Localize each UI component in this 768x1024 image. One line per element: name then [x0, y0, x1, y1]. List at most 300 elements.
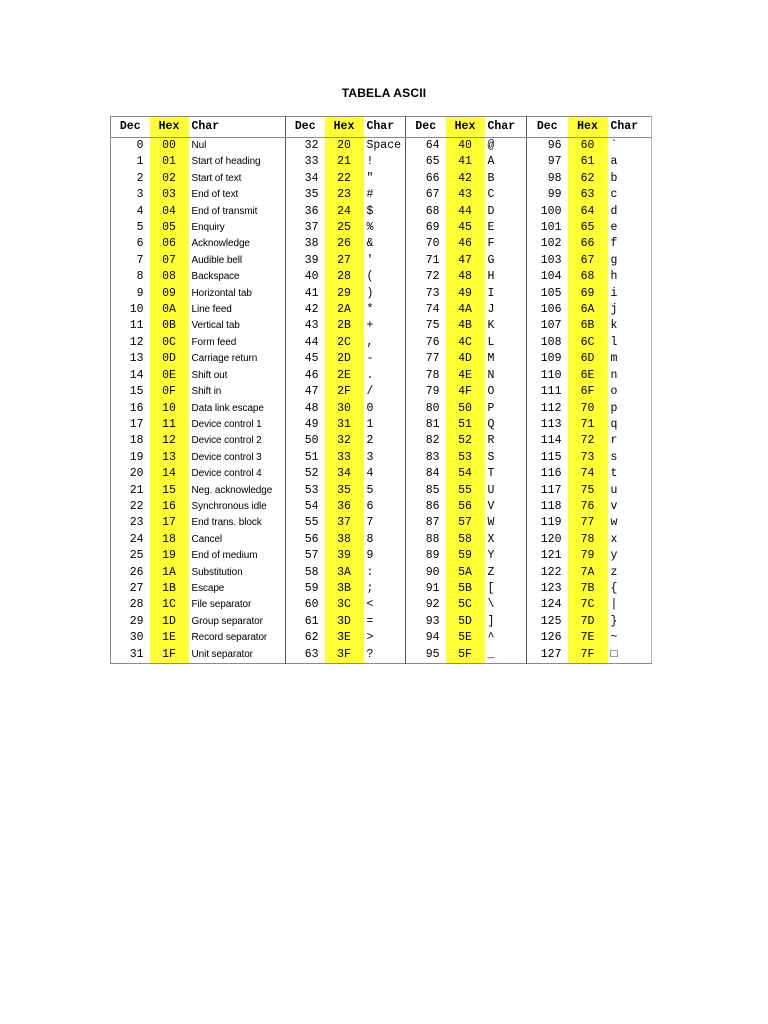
cell-char: L [485, 335, 527, 351]
cell-hex: 0C [150, 335, 189, 351]
cell-dec: 4 [136, 204, 144, 218]
cell-char: ; [364, 581, 406, 597]
cell-dec: 112 [540, 401, 562, 415]
cell-hex: 60 [568, 138, 608, 155]
cell-char: b [610, 171, 618, 185]
cell-dec: 50 [304, 434, 319, 448]
cell-hex: 6B [568, 318, 608, 334]
cell-char: 3 [364, 450, 406, 466]
cell-char: Group separator [189, 614, 286, 630]
cell-char: X [485, 532, 527, 548]
cell-hex: 21 [325, 154, 364, 170]
cell-hex: 57 [446, 515, 485, 531]
cell-char: / [364, 384, 406, 400]
cell-hex: 45 [446, 220, 485, 236]
cell-hex: 64 [568, 204, 608, 220]
table-row [111, 351, 652, 367]
cell-dec: 2 [136, 171, 144, 185]
cell-hex: 5F [446, 647, 485, 664]
cell-hex: 5D [446, 614, 485, 630]
col-header-hex: Hex [150, 117, 189, 138]
cell-char: _ [485, 647, 527, 664]
cell-char: c [610, 188, 618, 202]
cell-dec: 127 [540, 647, 562, 661]
cell-dec: 118 [540, 499, 562, 513]
cell-char: e [610, 221, 618, 235]
cell-dec: 62 [304, 631, 319, 645]
cell-hex: 0A [150, 302, 189, 318]
cell-dec: 31 [129, 647, 144, 661]
cell-dec: 29 [129, 614, 144, 628]
table-row [111, 401, 652, 417]
cell-hex: 49 [446, 286, 485, 302]
cell-char: a [610, 155, 618, 169]
cell-char: Device control 2 [189, 433, 286, 449]
cell-char: Carriage return [189, 351, 286, 367]
cell-dec: 32 [304, 139, 319, 152]
cell-dec: 1 [136, 155, 144, 169]
cell-char: J [485, 302, 527, 318]
cell-char: \ [485, 597, 527, 613]
cell-dec: 36 [304, 204, 319, 218]
cell-char: End of text [189, 187, 286, 203]
cell-dec: 87 [425, 516, 440, 530]
cell-dec: 111 [540, 385, 562, 399]
cell-hex: 0B [150, 318, 189, 334]
cell-char: q [610, 417, 618, 431]
cell-hex: 3B [325, 581, 364, 597]
cell-hex: 3E [325, 630, 364, 646]
cell-dec: 3 [136, 188, 144, 202]
cell-dec: 124 [540, 598, 562, 612]
cell-char: Y [485, 548, 527, 564]
cell-hex: 44 [446, 204, 485, 220]
cell-dec: 5 [136, 221, 144, 235]
cell-char: @ [485, 138, 527, 155]
cell-char: t [610, 467, 618, 481]
cell-hex: 77 [568, 515, 608, 531]
table-body [111, 138, 652, 664]
cell-char: S [485, 450, 527, 466]
cell-hex: 30 [325, 401, 364, 417]
cell-hex: 6E [568, 368, 608, 384]
cell-dec: 65 [425, 155, 440, 169]
cell-hex: 55 [446, 483, 485, 499]
cell-dec: 15 [129, 385, 144, 399]
cell-char: Shift out [189, 368, 286, 384]
cell-dec: 113 [540, 417, 562, 431]
table-row [111, 499, 652, 515]
cell-hex: 6C [568, 335, 608, 351]
cell-char: k [610, 319, 618, 333]
cell-char: < [364, 597, 406, 613]
cell-dec: 116 [540, 467, 562, 481]
cell-char: 5 [364, 483, 406, 499]
cell-char: Escape [189, 581, 286, 597]
cell-hex: 53 [446, 450, 485, 466]
cell-hex: 4C [446, 335, 485, 351]
cell-hex: 1B [150, 581, 189, 597]
cell-char: Form feed [189, 335, 286, 351]
cell-hex: 07 [150, 253, 189, 269]
cell-dec: 61 [304, 614, 319, 628]
cell-char: l [610, 335, 618, 349]
cell-char: F [485, 236, 527, 252]
table-row [111, 318, 652, 334]
cell-dec: 71 [425, 253, 440, 267]
cell-dec: 123 [540, 581, 562, 595]
cell-hex: 10 [150, 401, 189, 417]
cell-char: 7 [364, 515, 406, 531]
cell-char: ) [364, 286, 406, 302]
cell-char: Neg. acknowledge [189, 483, 286, 499]
cell-dec: 80 [425, 401, 440, 415]
cell-hex: 5C [446, 597, 485, 613]
cell-hex: 75 [568, 483, 608, 499]
cell-dec: 25 [129, 549, 144, 563]
cell-hex: 32 [325, 433, 364, 449]
cell-hex: 08 [150, 269, 189, 285]
cell-dec: 7 [136, 253, 144, 267]
cell-char: x [610, 532, 618, 546]
table-row [111, 630, 652, 646]
table-row [111, 269, 652, 285]
cell-dec: 51 [304, 450, 319, 464]
cell-dec: 95 [425, 647, 440, 661]
cell-dec: 84 [425, 467, 440, 481]
cell-dec: 44 [304, 335, 319, 349]
cell-dec: 11 [129, 319, 144, 333]
cell-dec: 108 [540, 335, 562, 349]
table-row [111, 171, 652, 187]
cell-hex: 12 [150, 433, 189, 449]
cell-char: 4 [364, 466, 406, 482]
cell-dec: 26 [129, 565, 144, 579]
cell-hex: 68 [568, 269, 608, 285]
cell-char: Backspace [189, 269, 286, 285]
cell-hex: 2E [325, 368, 364, 384]
cell-dec: 52 [304, 467, 319, 481]
cell-dec: 24 [129, 532, 144, 546]
cell-dec: 74 [425, 303, 440, 317]
cell-hex: 35 [325, 483, 364, 499]
cell-hex: 4A [446, 302, 485, 318]
cell-dec: 58 [304, 565, 319, 579]
cell-dec: 86 [425, 499, 440, 513]
col-header-dec: Dec [111, 117, 150, 138]
cell-hex: 1A [150, 565, 189, 581]
table-row [111, 532, 652, 548]
cell-hex: 15 [150, 483, 189, 499]
cell-dec: 19 [129, 450, 144, 464]
cell-hex: 71 [568, 417, 608, 433]
cell-char: Record separator [189, 630, 286, 646]
cell-char: y [610, 549, 618, 563]
cell-dec: 110 [540, 368, 562, 382]
cell-dec: 109 [540, 352, 562, 366]
table-row [111, 204, 652, 220]
cell-hex: 4B [446, 318, 485, 334]
table-row [111, 548, 652, 564]
cell-dec: 96 [547, 139, 562, 152]
cell-hex: 67 [568, 253, 608, 269]
table-row [111, 515, 652, 531]
cell-dec: 63 [304, 647, 319, 661]
cell-hex: 19 [150, 548, 189, 564]
cell-dec: 82 [425, 434, 440, 448]
cell-dec: 120 [540, 532, 562, 546]
cell-char: " [364, 171, 406, 187]
cell-char: D [485, 204, 527, 220]
cell-dec: 103 [540, 253, 562, 267]
cell-char: I [485, 286, 527, 302]
cell-hex: 18 [150, 532, 189, 548]
cell-dec: 6 [136, 237, 144, 251]
cell-hex: 01 [150, 154, 189, 170]
table-row [111, 450, 652, 466]
cell-char: Enquiry [189, 220, 286, 236]
cell-hex: 1F [150, 647, 189, 664]
cell-hex: 7E [568, 630, 608, 646]
cell-char: > [364, 630, 406, 646]
cell-dec: 27 [129, 581, 144, 595]
cell-char: O [485, 384, 527, 400]
cell-hex: 33 [325, 450, 364, 466]
cell-dec: 45 [304, 352, 319, 366]
col-header-hex: Hex [325, 117, 364, 138]
cell-char: 9 [364, 548, 406, 564]
cell-dec: 23 [129, 516, 144, 530]
cell-char: N [485, 368, 527, 384]
cell-hex: 31 [325, 417, 364, 433]
cell-hex: 1E [150, 630, 189, 646]
cell-char: 2 [364, 433, 406, 449]
cell-dec: 100 [540, 204, 562, 218]
cell-dec: 30 [129, 631, 144, 645]
cell-dec: 55 [304, 516, 319, 530]
cell-dec: 92 [425, 598, 440, 612]
cell-char: z [610, 565, 618, 579]
cell-hex: 7F [568, 647, 608, 664]
cell-char: E [485, 220, 527, 236]
cell-hex: 66 [568, 236, 608, 252]
cell-char: d [610, 204, 618, 218]
cell-hex: 1C [150, 597, 189, 613]
cell-hex: 2B [325, 318, 364, 334]
cell-hex: 52 [446, 433, 485, 449]
cell-dec: 126 [540, 631, 562, 645]
cell-hex: 09 [150, 286, 189, 302]
cell-dec: 18 [129, 434, 144, 448]
cell-dec: 56 [304, 532, 319, 546]
cell-char: Cancel [189, 532, 286, 548]
cell-dec: 14 [129, 368, 144, 382]
cell-hex: 39 [325, 548, 364, 564]
table-row [111, 384, 652, 400]
cell-dec: 22 [129, 499, 144, 513]
cell-dec: 49 [304, 417, 319, 431]
col-header-char: Char [608, 117, 652, 138]
cell-char: ? [364, 647, 406, 664]
cell-dec: 39 [304, 253, 319, 267]
cell-char: C [485, 187, 527, 203]
cell-hex: 3A [325, 565, 364, 581]
cell-char: | [610, 598, 618, 612]
col-header-char: Char [485, 117, 527, 138]
cell-hex: 22 [325, 171, 364, 187]
cell-char: G [485, 253, 527, 269]
cell-dec: 90 [425, 565, 440, 579]
cell-char: Shift in [189, 384, 286, 400]
cell-dec: 119 [540, 516, 562, 530]
cell-char: { [610, 581, 618, 595]
table-row [111, 187, 652, 203]
cell-char: f [610, 237, 618, 251]
table-row [111, 236, 652, 252]
cell-hex: 6A [568, 302, 608, 318]
cell-hex: 03 [150, 187, 189, 203]
cell-char: ` [610, 139, 618, 152]
cell-char: U [485, 483, 527, 499]
cell-hex: 0F [150, 384, 189, 400]
cell-char: End of medium [189, 548, 286, 564]
cell-dec: 88 [425, 532, 440, 546]
cell-dec: 102 [540, 237, 562, 251]
cell-dec: 59 [304, 581, 319, 595]
cell-char: i [610, 286, 618, 300]
cell-char: Device control 3 [189, 450, 286, 466]
cell-char: W [485, 515, 527, 531]
header-row [111, 117, 652, 138]
cell-hex: 06 [150, 236, 189, 252]
cell-char: j [610, 303, 618, 317]
cell-hex: 3F [325, 647, 364, 664]
table-row [111, 138, 652, 155]
cell-char: End of transmit [189, 204, 286, 220]
cell-dec: 47 [304, 385, 319, 399]
cell-char: } [610, 614, 618, 628]
cell-hex: 7A [568, 565, 608, 581]
cell-dec: 85 [425, 483, 440, 497]
cell-dec: 101 [540, 221, 562, 235]
cell-hex: 04 [150, 204, 189, 220]
table-row [111, 335, 652, 351]
cell-hex: 1D [150, 614, 189, 630]
cell-char: Unit separator [189, 647, 286, 664]
cell-char: V [485, 499, 527, 515]
cell-hex: 7C [568, 597, 608, 613]
cell-hex: 62 [568, 171, 608, 187]
cell-dec: 9 [136, 286, 144, 300]
cell-dec: 105 [540, 286, 562, 300]
cell-dec: 114 [540, 434, 562, 448]
cell-hex: 79 [568, 548, 608, 564]
cell-hex: 6D [568, 351, 608, 367]
cell-char: % [364, 220, 406, 236]
cell-hex: 69 [568, 286, 608, 302]
cell-dec: 81 [425, 417, 440, 431]
cell-dec: 34 [304, 171, 319, 185]
col-header-dec: Dec [406, 117, 446, 138]
cell-dec: 99 [547, 188, 562, 202]
cell-char: . [364, 368, 406, 384]
cell-dec: 54 [304, 499, 319, 513]
cell-hex: 5B [446, 581, 485, 597]
cell-hex: 29 [325, 286, 364, 302]
cell-char: w [610, 516, 618, 530]
cell-dec: 60 [304, 598, 319, 612]
cell-dec: 17 [129, 417, 144, 431]
cell-char: ! [364, 154, 406, 170]
cell-char: Vertical tab [189, 318, 286, 334]
cell-hex: 46 [446, 236, 485, 252]
cell-hex: 59 [446, 548, 485, 564]
cell-hex: 61 [568, 154, 608, 170]
cell-char: Start of text [189, 171, 286, 187]
cell-dec: 33 [304, 155, 319, 169]
cell-dec: 35 [304, 188, 319, 202]
cell-dec: 77 [425, 352, 440, 366]
cell-char: R [485, 433, 527, 449]
cell-hex: 0D [150, 351, 189, 367]
cell-hex: 58 [446, 532, 485, 548]
cell-char: o [610, 385, 618, 399]
cell-dec: 16 [129, 401, 144, 415]
cell-char: End trans. block [189, 515, 286, 531]
cell-hex: 11 [150, 417, 189, 433]
cell-dec: 98 [547, 171, 562, 185]
cell-dec: 43 [304, 319, 319, 333]
cell-dec: 38 [304, 237, 319, 251]
cell-dec: 42 [304, 303, 319, 317]
cell-hex: 28 [325, 269, 364, 285]
table-row [111, 286, 652, 302]
table-row [111, 466, 652, 482]
cell-char: K [485, 318, 527, 334]
table-row [111, 581, 652, 597]
cell-dec: 83 [425, 450, 440, 464]
cell-hex: 05 [150, 220, 189, 236]
cell-hex: 4F [446, 384, 485, 400]
cell-char: u [610, 483, 618, 497]
cell-char: = [364, 614, 406, 630]
cell-hex: 72 [568, 433, 608, 449]
cell-dec: 13 [129, 352, 144, 366]
cell-char: Data link escape [189, 401, 286, 417]
table-row [111, 220, 652, 236]
cell-hex: 4D [446, 351, 485, 367]
cell-char: , [364, 335, 406, 351]
cell-hex: 26 [325, 236, 364, 252]
cell-hex: 17 [150, 515, 189, 531]
cell-dec: 72 [425, 270, 440, 284]
cell-char: ' [364, 253, 406, 269]
cell-hex: 73 [568, 450, 608, 466]
cell-char: Acknowledge [189, 236, 286, 252]
cell-hex: 14 [150, 466, 189, 482]
cell-char: m [610, 352, 618, 366]
cell-dec: 12 [129, 335, 144, 349]
cell-dec: 10 [129, 303, 144, 317]
cell-dec: 28 [129, 598, 144, 612]
cell-char: Horizontal tab [189, 286, 286, 302]
cell-hex: 2F [325, 384, 364, 400]
cell-char: T [485, 466, 527, 482]
cell-hex: 3C [325, 597, 364, 613]
cell-dec: 75 [425, 319, 440, 333]
cell-dec: 78 [425, 368, 440, 382]
cell-dec: 70 [425, 237, 440, 251]
